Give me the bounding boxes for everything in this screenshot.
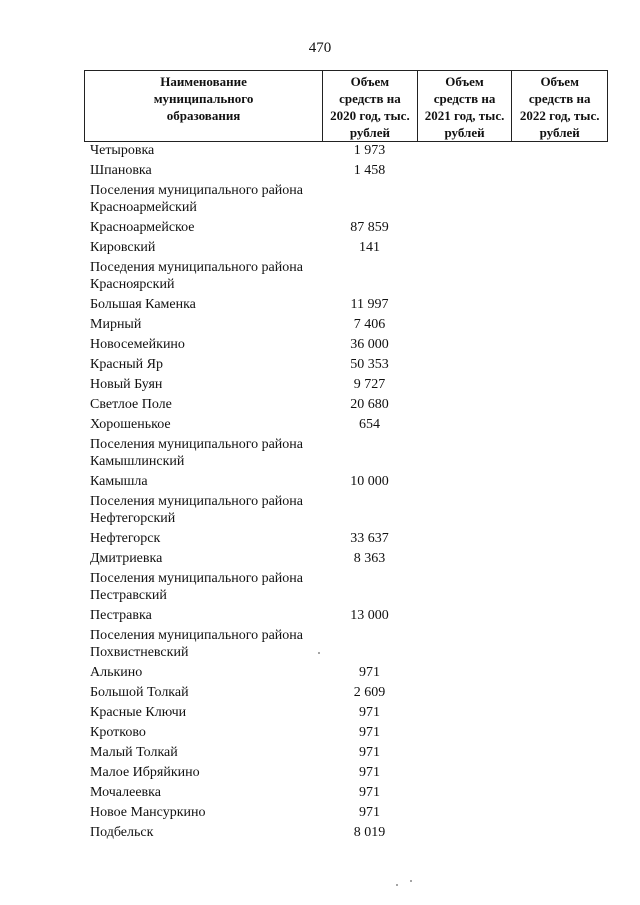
cell-amount-2021 xyxy=(417,684,512,704)
cell-municipality-name: Поселения муниципального района Похвистневский xyxy=(90,628,304,660)
cell-amount-2021 xyxy=(417,356,512,376)
cell-amount-2020: 2 609 xyxy=(353,685,386,700)
cell-amount-2021 xyxy=(417,376,512,396)
cell-amount-2021 xyxy=(417,416,512,436)
cell-amount-2020: 8 363 xyxy=(353,551,386,566)
table-row xyxy=(84,316,608,336)
table-row xyxy=(84,416,608,436)
table-row xyxy=(84,607,608,627)
table-row xyxy=(84,550,608,570)
table-row-group-heading xyxy=(84,259,608,296)
cell-amount-2022 xyxy=(512,473,608,493)
table-row xyxy=(84,473,608,493)
cell-municipality-name: Поседения муниципального района Красноярский xyxy=(90,260,303,292)
table-row xyxy=(84,162,608,182)
cell-amount-2022 xyxy=(512,259,608,296)
table-row-group-heading xyxy=(84,182,608,219)
cell-municipality-name: Алькино xyxy=(90,665,143,680)
cell-amount-2022 xyxy=(512,142,608,162)
cell-amount-2020: 971 xyxy=(359,705,380,720)
cell-municipality-name: Мирный xyxy=(90,317,142,332)
cell-amount-2022 xyxy=(512,376,608,396)
table-row xyxy=(84,530,608,550)
cell-amount-2020: 971 xyxy=(359,745,380,760)
cell-amount-2022 xyxy=(512,627,608,664)
table-row xyxy=(84,704,608,724)
cell-amount-2020: 10 000 xyxy=(350,474,389,489)
header-municipality-name xyxy=(85,71,322,141)
cell-amount-2021 xyxy=(417,142,512,162)
cell-amount-2022 xyxy=(512,396,608,416)
cell-amount-2020: 654 xyxy=(359,417,380,432)
cell-amount-2021 xyxy=(417,704,512,724)
header-amount-2022-text: Объем средств на 2022 год, тыс. рублей xyxy=(519,74,600,140)
cell-amount-2022 xyxy=(512,436,608,473)
cell-municipality-name: Поселения муниципального района Нефтегорский xyxy=(90,494,304,526)
cell-amount-2020 xyxy=(322,259,417,296)
cell-municipality-name: Мочалеевка xyxy=(90,785,161,800)
cell-municipality-name: Пестравка xyxy=(90,608,152,623)
cell-amount-2020 xyxy=(322,570,417,607)
cell-municipality-name: Новое Мансуркино xyxy=(90,805,206,820)
cell-amount-2022 xyxy=(512,416,608,436)
cell-amount-2020: 971 xyxy=(359,665,380,680)
table-row xyxy=(84,724,608,744)
cell-amount-2021 xyxy=(417,824,512,844)
cell-municipality-name: Кротково xyxy=(90,725,146,740)
cell-amount-2020: 1 458 xyxy=(353,163,386,178)
cell-municipality-name: Большая Каменка xyxy=(90,297,196,312)
cell-amount-2020 xyxy=(322,436,417,473)
cell-municipality-name: Новый Буян xyxy=(90,377,163,392)
cell-municipality-name: Малое Ибряйкино xyxy=(90,765,200,780)
cell-amount-2020: 971 xyxy=(359,785,380,800)
cell-amount-2022 xyxy=(512,336,608,356)
table-body xyxy=(84,142,608,844)
cell-amount-2022 xyxy=(512,182,608,219)
cell-municipality-name: Красноармейское xyxy=(90,220,195,235)
cell-amount-2020 xyxy=(322,182,417,219)
cell-amount-2021 xyxy=(417,473,512,493)
table-row-group-heading xyxy=(84,627,608,664)
cell-municipality-name: Красные Ключи xyxy=(90,705,187,720)
table-row-group-heading xyxy=(84,436,608,473)
table-row xyxy=(84,804,608,824)
cell-amount-2020: 50 353 xyxy=(350,357,389,372)
cell-amount-2022 xyxy=(512,296,608,316)
cell-amount-2022 xyxy=(512,162,608,182)
cell-amount-2020: 1 973 xyxy=(353,143,386,158)
cell-municipality-name: Поселения муниципального района Красноармейский xyxy=(90,183,304,215)
cell-amount-2022 xyxy=(512,724,608,744)
cell-amount-2021 xyxy=(417,239,512,259)
cell-amount-2021 xyxy=(417,627,512,664)
cell-municipality-name: Шпановка xyxy=(90,163,152,178)
table-row xyxy=(84,664,608,684)
cell-municipality-name: Поселения муниципального района Пестравский xyxy=(90,571,304,603)
cell-amount-2021 xyxy=(417,182,512,219)
header-amount-2020 xyxy=(322,71,417,141)
cell-amount-2021 xyxy=(417,664,512,684)
cell-amount-2022 xyxy=(512,550,608,570)
cell-municipality-name: Красный Яр xyxy=(90,357,163,372)
cell-amount-2022 xyxy=(512,219,608,239)
cell-amount-2022 xyxy=(512,784,608,804)
cell-amount-2021 xyxy=(417,493,512,530)
cell-amount-2021 xyxy=(417,804,512,824)
cell-amount-2020: 971 xyxy=(359,805,380,820)
cell-amount-2020: 36 000 xyxy=(350,337,389,352)
cell-amount-2022 xyxy=(512,804,608,824)
cell-municipality-name: Дмитриевка xyxy=(90,551,163,566)
cell-amount-2021 xyxy=(417,724,512,744)
cell-amount-2021 xyxy=(417,744,512,764)
header-amount-2021-text: Объем средств на 2021 год, тыс. рублей xyxy=(424,74,505,140)
cell-amount-2022 xyxy=(512,356,608,376)
cell-amount-2022 xyxy=(512,824,608,844)
cell-amount-2020: 11 997 xyxy=(350,297,389,312)
cell-amount-2022 xyxy=(512,764,608,784)
scan-speck xyxy=(318,652,320,654)
cell-amount-2020: 971 xyxy=(359,765,380,780)
header-municipality-name-text: Наименование муниципального образования xyxy=(153,74,254,123)
cell-municipality-name: Подбельск xyxy=(90,825,154,840)
table-row-group-heading xyxy=(84,493,608,530)
cell-amount-2021 xyxy=(417,570,512,607)
scan-speck xyxy=(396,884,398,886)
cell-municipality-name: Нефтегорск xyxy=(90,531,161,546)
cell-amount-2020: 20 680 xyxy=(350,397,389,412)
page-number: 470 xyxy=(308,40,332,56)
table-row xyxy=(84,764,608,784)
cell-amount-2022 xyxy=(512,239,608,259)
table-row xyxy=(84,784,608,804)
table-row xyxy=(84,239,608,259)
cell-amount-2022 xyxy=(512,704,608,724)
cell-amount-2021 xyxy=(417,296,512,316)
cell-amount-2021 xyxy=(417,436,512,473)
table-row xyxy=(84,376,608,396)
cell-amount-2020: 87 859 xyxy=(350,220,389,235)
cell-amount-2020: 141 xyxy=(359,240,380,255)
header-amount-2020-text: Объем средств на 2020 год, тыс. рублей xyxy=(330,74,410,140)
cell-municipality-name: Поселения муниципального района Камышлинский xyxy=(90,437,304,469)
cell-municipality-name: Хорошенькое xyxy=(90,417,171,432)
cell-municipality-name: Четыровка xyxy=(90,143,155,158)
cell-amount-2022 xyxy=(512,493,608,530)
table-row xyxy=(84,396,608,416)
cell-amount-2020: 13 000 xyxy=(350,608,389,623)
header-amount-2022 xyxy=(511,71,607,141)
cell-amount-2021 xyxy=(417,396,512,416)
cell-amount-2021 xyxy=(417,336,512,356)
table-row xyxy=(84,744,608,764)
table-row xyxy=(84,684,608,704)
header-amount-2021 xyxy=(417,71,512,141)
cell-amount-2022 xyxy=(512,607,608,627)
cell-amount-2020: 971 xyxy=(359,725,380,740)
cell-amount-2021 xyxy=(417,764,512,784)
table-row xyxy=(84,142,608,162)
table-header xyxy=(84,70,608,142)
cell-amount-2020 xyxy=(322,627,417,664)
cell-amount-2020 xyxy=(322,493,417,530)
table-row xyxy=(84,336,608,356)
scan-speck xyxy=(410,880,412,882)
cell-amount-2021 xyxy=(417,530,512,550)
cell-municipality-name: Кировский xyxy=(90,240,156,255)
table-row xyxy=(84,824,608,844)
cell-amount-2020: 9 727 xyxy=(353,377,386,392)
cell-amount-2021 xyxy=(417,784,512,804)
cell-amount-2020: 7 406 xyxy=(353,317,386,332)
cell-municipality-name: Малый Толкай xyxy=(90,745,178,760)
cell-municipality-name: Камышла xyxy=(90,474,148,489)
cell-amount-2022 xyxy=(512,744,608,764)
cell-municipality-name: Большой Толкай xyxy=(90,685,189,700)
cell-amount-2022 xyxy=(512,684,608,704)
table-row xyxy=(84,356,608,376)
cell-amount-2022 xyxy=(512,570,608,607)
cell-municipality-name: Светлое Поле xyxy=(90,397,172,412)
cell-amount-2021 xyxy=(417,162,512,182)
cell-amount-2021 xyxy=(417,607,512,627)
cell-amount-2021 xyxy=(417,259,512,296)
cell-amount-2022 xyxy=(512,530,608,550)
table-row xyxy=(84,219,608,239)
cell-amount-2020: 8 019 xyxy=(353,825,386,840)
table-row-group-heading xyxy=(84,570,608,607)
cell-amount-2021 xyxy=(417,316,512,336)
cell-amount-2021 xyxy=(417,219,512,239)
cell-amount-2020: 33 637 xyxy=(350,531,389,546)
cell-amount-2021 xyxy=(417,550,512,570)
cell-amount-2022 xyxy=(512,316,608,336)
cell-municipality-name: Новосемейкино xyxy=(90,337,185,352)
cell-amount-2022 xyxy=(512,664,608,684)
table-row xyxy=(84,296,608,316)
